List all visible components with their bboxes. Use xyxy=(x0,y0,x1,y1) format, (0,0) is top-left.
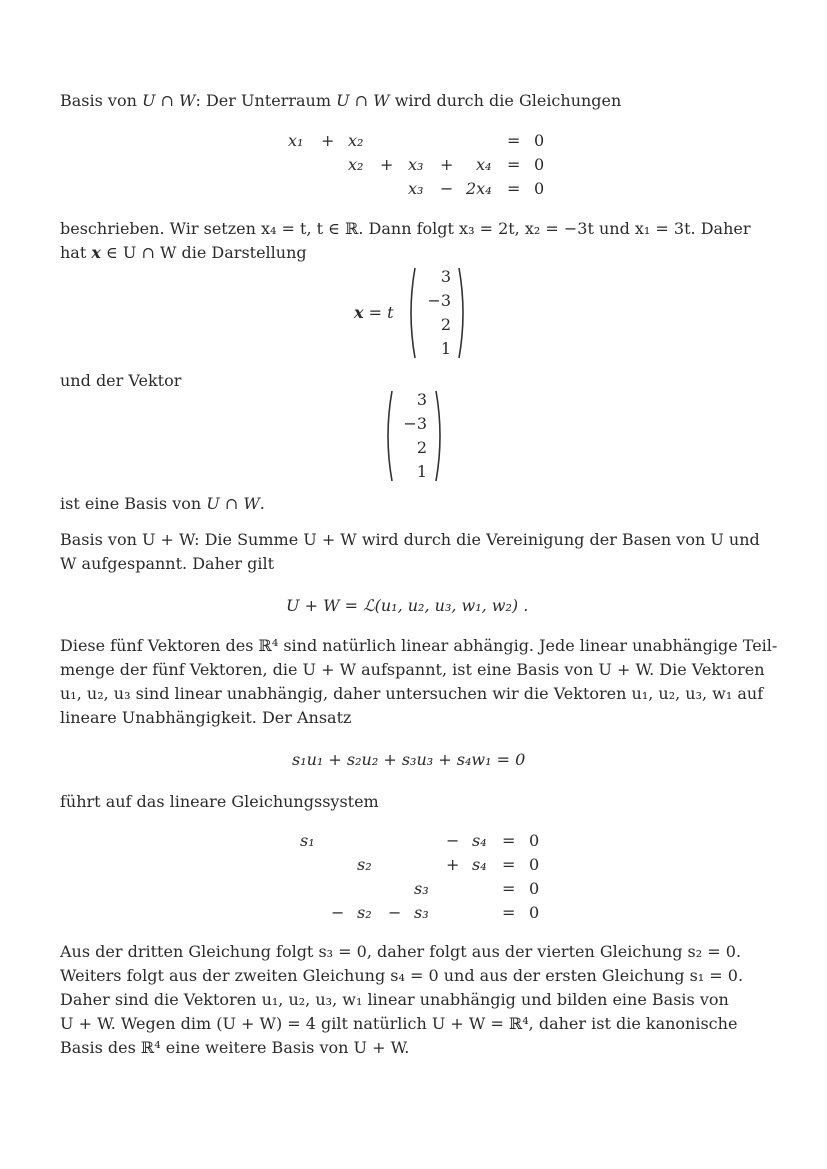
text: . xyxy=(259,494,265,513)
text: : Der Unterraum xyxy=(195,91,337,110)
sys1-r1-eq: = xyxy=(507,131,521,150)
text-line: Diese fünf Vektoren des ℝ⁴ sind natürlich linear abhängig. Jede linear unabhängige Teil- xyxy=(60,636,778,655)
text: = t xyxy=(363,303,394,322)
sys2-r3-eq: = xyxy=(502,879,516,898)
vector2-entry: −3 xyxy=(403,414,427,433)
vector2-entry: 3 xyxy=(416,390,427,409)
sys1-r2-c4: x₃ xyxy=(408,155,424,174)
text-line: lineare Unabhängigkeit. Der Ansatz xyxy=(60,708,352,727)
sys2-r2-c5: + xyxy=(446,855,460,874)
text-line: u₁, u₂, u₃ sind linear unabhängig, daher untersuchen wir die Vektoren u₁, u₂, u₃, w₁ auf xyxy=(60,684,764,703)
paragraph-system-intro xyxy=(60,790,778,814)
sys2-r1-c5: − xyxy=(446,831,460,850)
sys1-r2-c3: + xyxy=(380,155,394,174)
sys1-r2-c5: + xyxy=(440,155,454,174)
sys2-r1-eq: = xyxy=(502,831,516,850)
sys1-r1-c1: + xyxy=(321,131,335,150)
math-bold-x: x xyxy=(354,303,364,322)
sys1-r2-c2: x₂ xyxy=(348,155,364,174)
sys2-r1-c0: s₁ xyxy=(300,831,315,850)
sys1-r1-c0: x₁ xyxy=(288,131,304,150)
text: ∈ U ∩ W die Darstellung xyxy=(100,243,307,262)
paragraph-parametrization xyxy=(60,217,778,265)
sys2-r2-c6: s₄ xyxy=(472,855,487,874)
paragraph-conclusion xyxy=(60,940,778,1060)
vector1-entry: 3 xyxy=(440,267,451,286)
text-line: W aufgespannt. Daher gilt xyxy=(60,554,274,573)
sys1-r1-c2: x₂ xyxy=(348,131,364,150)
paragraph-sum-intro xyxy=(60,528,778,576)
sys1-r2-c6: x₄ xyxy=(476,155,492,174)
text: Basis von xyxy=(60,91,142,110)
text: hat xyxy=(60,243,92,262)
text-line: Basis von U + W: Die Summe U + W wird durch die Vereinigung der Basen von U und xyxy=(60,530,760,549)
sys2-r4-c1: − xyxy=(331,903,345,922)
sys1-r3-c6: 2x₄ xyxy=(466,179,492,198)
sys1-r3-c4: x₃ xyxy=(408,179,424,198)
sys2-r1-c6: s₄ xyxy=(472,831,487,850)
text-line: Weiters folgt aus der zweiten Gleichung s₄ = 0 und aus der ersten Gleichung s₁ = 0. xyxy=(60,966,744,985)
paragraph-linear-dependence xyxy=(60,634,778,730)
text: ist eine Basis von xyxy=(60,494,207,513)
sys2-r2-eq: = xyxy=(502,855,516,874)
text-line: Aus der dritten Gleichung folgt s₃ = 0, daher folgt aus der vierten Gleichung s₂ = 0. xyxy=(60,942,742,961)
sys2-r4-c4: s₃ xyxy=(414,903,429,922)
math-bold-x: x xyxy=(91,243,101,262)
text: führt auf das lineare Gleichungssystem xyxy=(60,792,379,811)
text-line: menge der fünf Vektoren, die U + W aufspannt, ist eine Basis von U + W. Die Vektoren xyxy=(60,660,765,679)
math-u-cap-w: U ∩ W xyxy=(141,91,196,110)
sys1-r1-rhs: 0 xyxy=(534,131,545,150)
sys1-r2-eq: = xyxy=(507,155,521,174)
sys2-r4-eq: = xyxy=(502,903,516,922)
text-line: Daher sind die Vektoren u₁, u₂, u₃, w₁ linear unabhängig und bilden eine Basis von xyxy=(60,990,729,1009)
paragraph-basis-conclusion xyxy=(60,492,778,516)
text-line: Basis des ℝ⁴ eine weitere Basis von U + W. xyxy=(60,1038,410,1057)
sys2-r3-c4: s₃ xyxy=(414,879,429,898)
vector1-lhs xyxy=(354,301,394,325)
text: wird durch die Gleichungen xyxy=(389,91,622,110)
text-line: beschrieben. Wir setzen x₄ = t, t ∈ ℝ. Dann folgt x₃ = 2t, x₂ = −3t und x₁ = 3t. Daher xyxy=(60,219,751,238)
vector2-entry: 2 xyxy=(416,438,427,457)
vector1-entry: −3 xyxy=(427,291,451,310)
equation-ansatz: s₁u₁ + s₂u₂ + s₃u₃ + s₄w₁ = 0 xyxy=(292,750,526,769)
text: und der Vektor xyxy=(60,371,182,390)
text-line: U + W. Wegen dim (U + W) = 4 gilt natürlich U + W = ℝ⁴, daher ist die kanonische xyxy=(60,1014,738,1033)
math-u-cap-w: U ∩ W xyxy=(336,91,390,110)
sys1-r3-c5: − xyxy=(440,179,454,198)
vector1-entry: 1 xyxy=(440,339,451,358)
math-u-cap-w: U ∩ W xyxy=(206,494,260,513)
sys2-r4-c3: − xyxy=(388,903,402,922)
sys2-r3-rhs: 0 xyxy=(529,879,540,898)
sys2-r1-rhs: 0 xyxy=(529,831,540,850)
sys2-r2-c2: s₂ xyxy=(357,855,372,874)
sys2-r4-rhs: 0 xyxy=(529,903,540,922)
equation-span: U + W = ℒ(u₁, u₂, u₃, w₁, w₂) . xyxy=(286,596,529,615)
sys1-r3-eq: = xyxy=(507,179,521,198)
vector2-entry: 1 xyxy=(416,462,427,481)
sys2-r4-c2: s₂ xyxy=(357,903,372,922)
sys1-r3-rhs: 0 xyxy=(534,179,545,198)
sys2-r2-rhs: 0 xyxy=(529,855,540,874)
paragraph-intersection-intro xyxy=(60,89,778,113)
vector1-entry: 2 xyxy=(440,315,451,334)
sys1-r2-rhs: 0 xyxy=(534,155,545,174)
